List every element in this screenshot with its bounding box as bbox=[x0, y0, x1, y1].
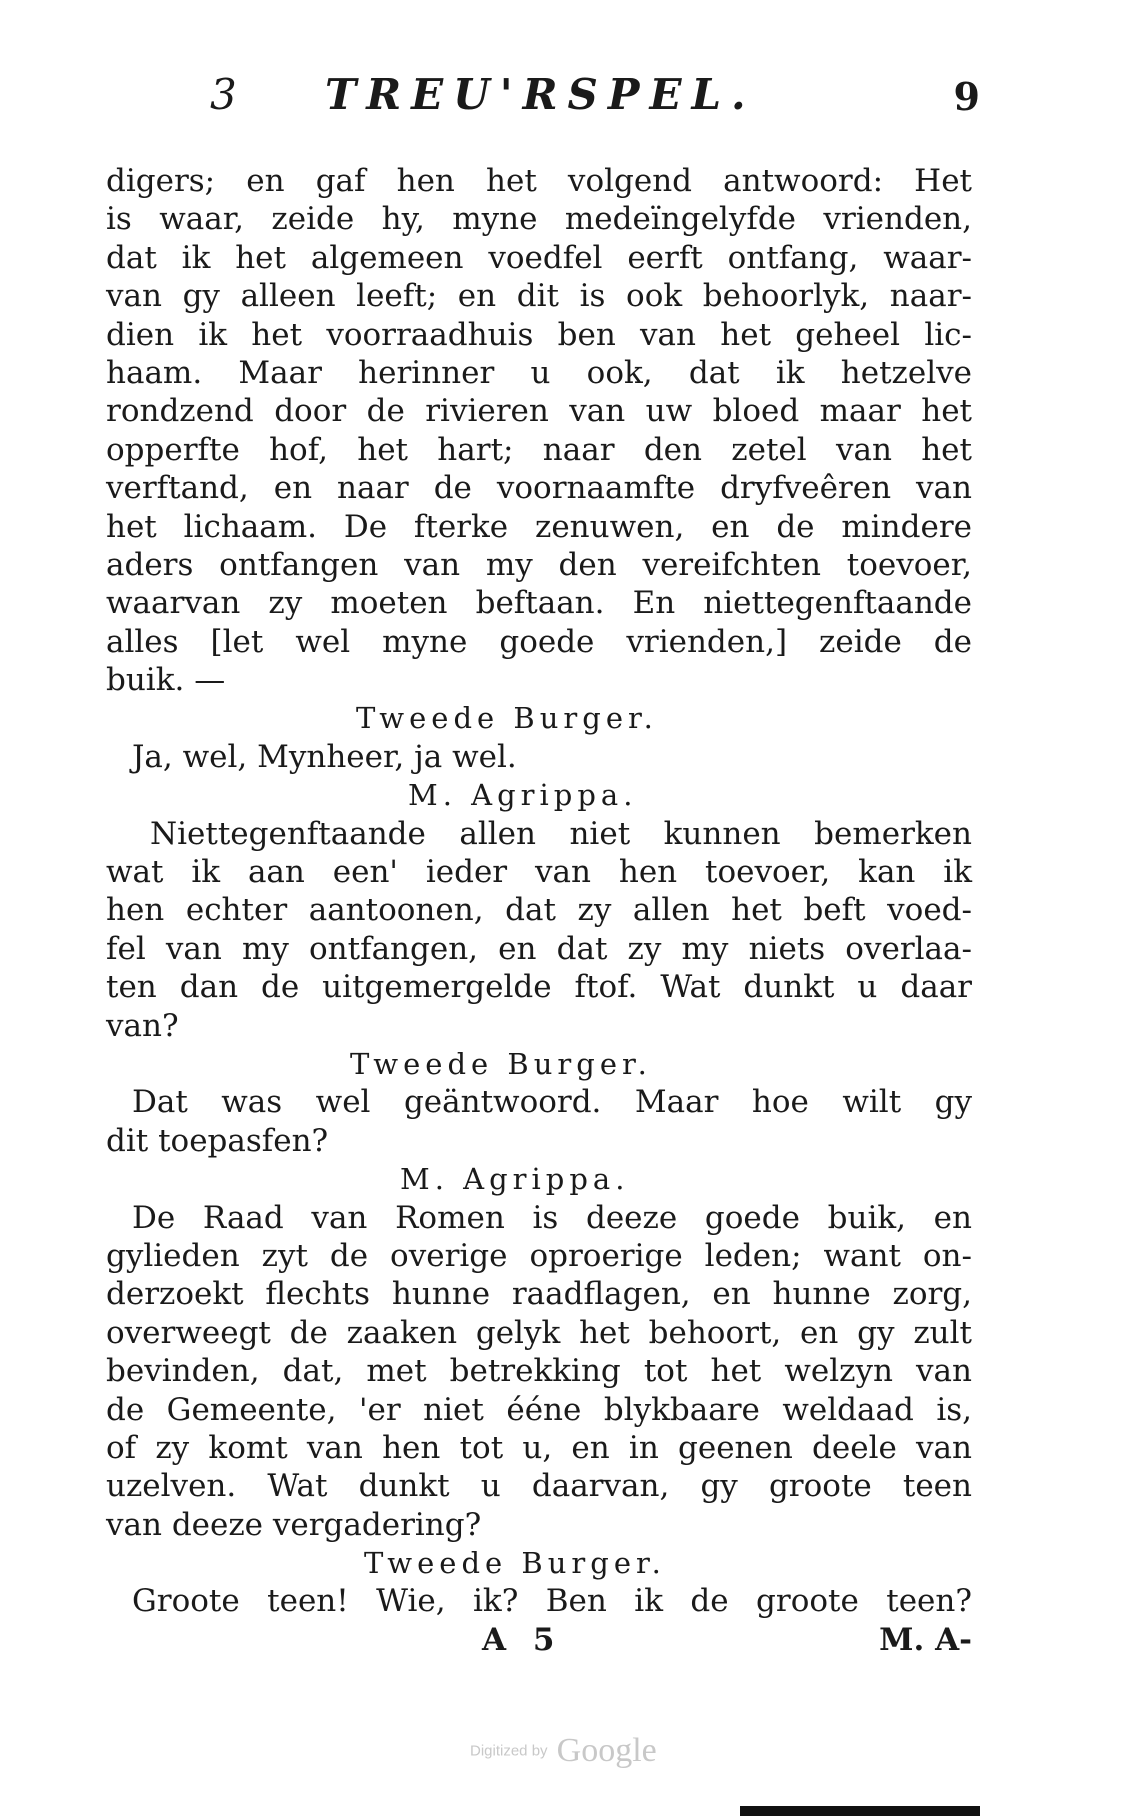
text-line: digers; en gaf hen het volgend antwoord: Het bbox=[106, 163, 972, 199]
text-line: uzelven. Wat dunkt u daarvan, gy groote teen bbox=[106, 1468, 972, 1505]
speaker-heading: Tweede Burger. bbox=[364, 1546, 666, 1581]
text-line: overweegt de zaaken gelyk het behoort, en gy zult bbox=[106, 1314, 972, 1351]
page-footer bbox=[106, 1621, 972, 1659]
text-line: buik. — bbox=[106, 662, 226, 699]
bottom-edge-shadow bbox=[740, 1806, 980, 1816]
speaker-heading: M. Agrippa. bbox=[408, 778, 638, 813]
text-line: gylieden zyt de overige oproerige leden; want on- bbox=[106, 1237, 972, 1274]
text-line: alles [let wel myne goede vrienden,] zeide de bbox=[106, 623, 972, 660]
signature-mark: A 5 bbox=[482, 1621, 563, 1658]
text-line: het lichaam. De fterke zenuwen, en de mindere bbox=[106, 508, 972, 545]
text-line: bevinden, dat, met betrekking tot het welzyn van bbox=[106, 1353, 972, 1390]
watermark-prefix: Digitized by bbox=[470, 1742, 548, 1760]
text-line: opperfte hof, het hart; naar den zetel van het bbox=[106, 431, 972, 468]
speaker-heading: Tweede Burger. bbox=[356, 701, 658, 736]
text-line: Dat was wel geäntwoord. Maar hoe wilt gy bbox=[132, 1084, 972, 1121]
text-line: is waar, zeide hy, myne medeïngelyfde vrienden, bbox=[106, 201, 972, 238]
text-line: dat ik het algemeen voedfel eerft ontfang, waar- bbox=[106, 239, 972, 276]
speaker-heading: M. Agrippa. bbox=[400, 1162, 630, 1197]
running-title: TREU'RSPEL. bbox=[325, 70, 756, 119]
text-line: of zy komt van hen tot u, en in geenen deele van bbox=[106, 1429, 972, 1466]
text-line: Ja, wel, Mynheer, ja wel. bbox=[132, 738, 517, 775]
text-line: van gy alleen leeft; en dit is ook behoorlyk, naar- bbox=[106, 278, 972, 315]
text-line: verftand, en naar de voornaamfte dryfveêren van bbox=[106, 470, 972, 507]
speaker-heading: Tweede Burger. bbox=[350, 1046, 652, 1081]
text-line: dien ik het voorraadhuis ben van het geheel lic- bbox=[106, 316, 972, 353]
text-line: van deeze vergadering? bbox=[106, 1506, 482, 1543]
text-line: haam. Maar herinner u ook, dat ik hetzelve bbox=[106, 354, 972, 391]
page-number: 9 bbox=[953, 74, 980, 119]
text-line: aders ontfangen van my den vereifchten toevoer, bbox=[106, 546, 972, 583]
page-body bbox=[106, 162, 972, 1659]
text-line: derzoekt flechts hunne raadflagen, en hunne zorg, bbox=[106, 1276, 972, 1313]
text-line: Niettegenftaande allen niet kunnen bemerken bbox=[150, 815, 972, 852]
text-line: fel van my ontfangen, en dat zy my niets overlaa- bbox=[106, 930, 972, 967]
text-line: dit toepasfen? bbox=[106, 1122, 329, 1159]
digitized-watermark bbox=[470, 1732, 710, 1770]
text-line: ten dan de uitgemergelde ftof. Wat dunkt u daar bbox=[106, 969, 972, 1006]
catchword: M. A- bbox=[879, 1621, 972, 1658]
text-line: waarvan zy moeten beftaan. En niettegenftaande bbox=[106, 585, 972, 622]
text-line: de Gemeente, 'er niet ééne blykbaare weldaad is, bbox=[106, 1391, 972, 1428]
header-mark: 3 bbox=[210, 70, 247, 119]
text-line: rondzend door de rivieren van uw bloed maar het bbox=[106, 393, 972, 430]
text-line: De Raad van Romen is deeze goede buik, en bbox=[132, 1199, 972, 1236]
text-line: hen echter aantoonen, dat zy allen het beft voed- bbox=[106, 892, 972, 929]
running-header bbox=[100, 70, 980, 120]
text-line: van? bbox=[106, 1007, 179, 1044]
google-logo: Google bbox=[556, 1732, 657, 1769]
text-line: Groote teen! Wie, ik? Ben ik de groote teen? bbox=[132, 1583, 972, 1620]
text-line: wat ik aan een' ieder van hen toevoer, kan ik bbox=[106, 854, 972, 891]
